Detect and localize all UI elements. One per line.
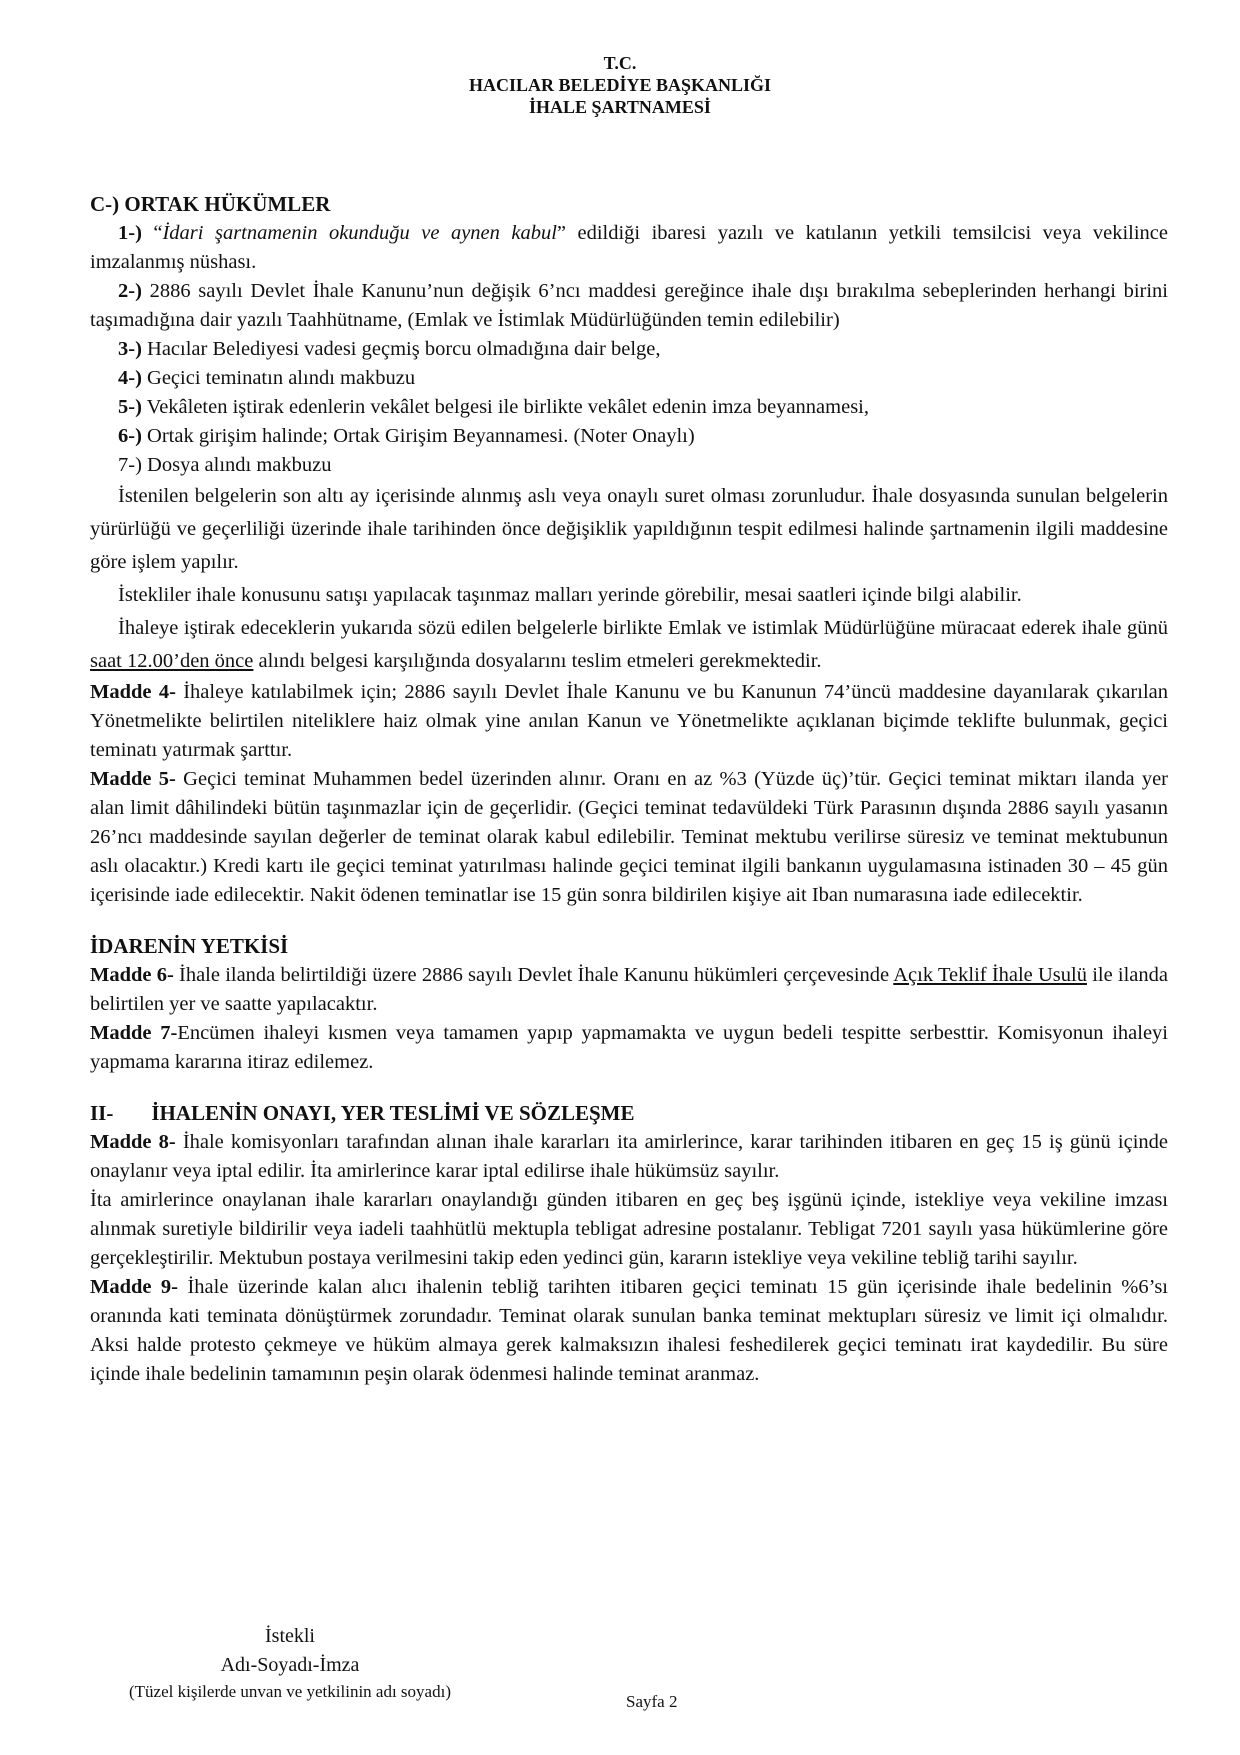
header-document-title: İHALE ŞARTNAMESİ [529, 97, 711, 117]
signature-bidder: İstekli [265, 1625, 315, 1647]
paragraph-application-deadline: İhaleye iştirak edeceklerin yukarıda sözü edilen belgelerle birlikte Emlak ve istimlak Müdürlüğüne müracaat ederek ihale günü saat 12.00’den önce alındı belgesi karşılığında dosyalarını teslim etmeleri gerekmektedir. [90, 617, 1168, 672]
header-tc: T.C. [603, 53, 637, 73]
document-header [0, 52, 1240, 118]
item-number: 3-) [118, 338, 142, 360]
article-6: Madde 6- İhale ilanda belirtildiği üzere 2886 sayılı Devlet İhale Kanunu hükümleri çerçevesinde Açık Teklif İhale Usulü ile ilanda belirtilen yer ve saatte yapılacaktır. [90, 964, 1168, 1015]
article-7: Madde 7-Encümen ihaleyi kısmen veya tamamen yapıp yapmamakta ve uygun bedeli tespitte serbesttir. Komisyonun ihaleyi yapmama kararına itiraz edilemez. [90, 1022, 1168, 1073]
page-number: Sayfa 2 [626, 1692, 678, 1711]
item-number: 2-) [118, 280, 142, 302]
tender-method: Açık Teklif İhale Usulü [893, 964, 1087, 986]
header-municipality: HACILAR BELEDİYE BAŞKANLIĞI [468, 75, 772, 95]
article-5: Madde 5- Geçici teminat Muhammen bedel üzerinden alınır. Oranı en az %3 (Yüzde üç)’tür. Geçici teminat miktarı ilanda yer alan limit dâhilindeki bütün taşınmazlar için de geçerlidir. (Geçici teminat tedavüldeki Türk Parasının dışında 2886 sayılı yasanın 26’ncı maddesinde sayılan değerler de teminat olarak kabul edilebilir. Teminat mektubu verilirse süresiz ve teminat mektubunun aslı olacaktır.) Kredi kartı ile geçici teminat yatırılması halinde geçici teminat ilgili bankanın uygulamasına istinaden 30 – 45 gün içerisinde iade edilecektir. Nakit ödenen teminatlar ise 15 gün sonra bildirilen kişiye ait Iban numarasına iade edilecektir. [90, 768, 1169, 906]
section-number: II- [90, 1101, 114, 1125]
article-label: Madde 6- [90, 964, 174, 986]
list-item-1: 1-) “İdari şartnamenin okunduğu ve aynen kabul” edildiği ibaresi yazılı ve katılanın yetkili temsilcisi veya vekilince imzalanmış nüshası. [90, 222, 1168, 273]
signature-note: (Tüzel kişilerde unvan ve yetkilinin adı soyadı) [129, 1682, 451, 1701]
item-number: 6-) [118, 425, 142, 447]
italic-phrase: İdari şartnamenin okunduğu ve aynen kabul [162, 222, 557, 244]
section-ii-title: II- İHALENİN ONAYI, YER TESLİMİ VE SÖZLEŞME [90, 1101, 635, 1125]
list-item-7: 7-) Dosya alındı makbuzu [118, 454, 332, 476]
article-9: Madde 9- İhale üzerinde kalan alıcı ihalenin tebliğ tarihten itibaren geçici teminatı 15 gün içerisinde ihale bedelinin %6’sı oranında kati teminata dönüştürmek zorundadır. Teminat olarak sunulan banka teminat mektupları süresiz ve limit içi olmalıdır. Aksi halde protesto çekmeye ve hüküm almaya gerek kalmaksızın ihalesi feshedilerek geçici teminatı irat kaydedilir. Bu süre içinde ihale bedelinin tamamının peşin olarak ödenmesi halinde teminat aranmaz. [90, 1276, 1169, 1385]
article-label: Madde 7- [90, 1022, 178, 1044]
signature-block [90, 1622, 490, 1704]
document-body [90, 190, 1168, 1389]
paragraph-site-visit: İstekliler ihale konusunu satışı yapılacak taşınmaz malları yerinde görebilir, mesai saatleri içinde bilgi alabilir. [118, 584, 1022, 606]
article-4: Madde 4- İhaleye katılabilmek için; 2886 sayılı Devlet İhale Kanunu ve bu Kanunun 74’üncü maddesine dayanılarak çıkarılan Yönetmelikte belirtilen niteliklere haiz olmak yine anılan Kanun ve Yönetmelikte açıklanan biçimde teklifte bulunmak, geçici teminatı yatırmak şarttır. [90, 681, 1169, 761]
list-item-3: 3-) Hacılar Belediyesi vadesi geçmiş borcu olmadığına dair belge, [118, 338, 661, 360]
item-number: 1-) [118, 222, 142, 244]
section-c-title: C-) ORTAK HÜKÜMLER [90, 192, 331, 216]
paragraph-documents-validity: İstenilen belgelerin son altı ay içerisinde alınmış aslı veya onaylı suret olması zorunludur. İhale dosyasında sunulan belgelerin yürürlüğü ve geçerliliği üzerinde ihale tarihinden önce değişiklik yapıldığının tespit edilmesi halinde şartnamenin ilgili maddesine göre işlem yapılır. [90, 485, 1168, 573]
article-label: Madde 8- [90, 1131, 176, 1153]
list-item-6: 6-) Ortak girişim halinde; Ortak Girişim Beyannamesi. (Noter Onaylı) [118, 425, 695, 447]
deadline-time: saat 12.00’den önce [90, 650, 254, 672]
item-number: 5-) [118, 396, 142, 418]
item-number: 4-) [118, 367, 142, 389]
list-item-5: 5-) Vekâleten iştirak edenlerin vekâlet belgesi ile birlikte vekâlet edenin imza beyannamesi, [118, 396, 869, 418]
section-authority-title: İDARENİN YETKİSİ [90, 934, 289, 958]
item-number: 7-) [118, 454, 142, 476]
list-item-2: 2-) 2886 sayılı Devlet İhale Kanunu’nun değişik 6’ncı maddesi gereğince ihale dışı bırakılma sebeplerinden herhangi birini taşımadığına dair yazılı Taahhütname, (Emlak ve İstimlak Müdürlüğünden temin edilebilir) [90, 280, 1168, 331]
article-label: Madde 9- [90, 1276, 179, 1298]
article-label: Madde 4- [90, 681, 176, 703]
article-8: Madde 8- İhale komisyonları tarafından alınan ihale kararları ita amirlerince, karar tarihinden itibaren en geç 15 iş günü içinde onaylanır veya iptal edilir. İta amirlerince karar iptal edilirse ihale hükümsüz sayılır. [90, 1131, 1169, 1182]
paragraph-approval-notification: İta amirlerince onaylanan ihale kararları onaylandığı günden itibaren en geç beş işgünü içinde, istekliye veya vekiline imzası alınmak suretiyle bildirilir veya iadeli taahhütlü mektupla tebligat adresine postalanır. Tebligat 7201 sayılı yasa hükümlerine göre gerçekleştirilir. Mektubun postaya verilmesini takip eden yedinci gün, kararın istekliye veya vekiline tebliğ tarihi sayılır. [90, 1189, 1168, 1269]
list-item-4: 4-) Geçici teminatın alındı makbuzu [118, 367, 416, 389]
article-label: Madde 5- [90, 768, 176, 790]
signature-name-sign: Adı-Soyadı-İmza [220, 1654, 360, 1676]
